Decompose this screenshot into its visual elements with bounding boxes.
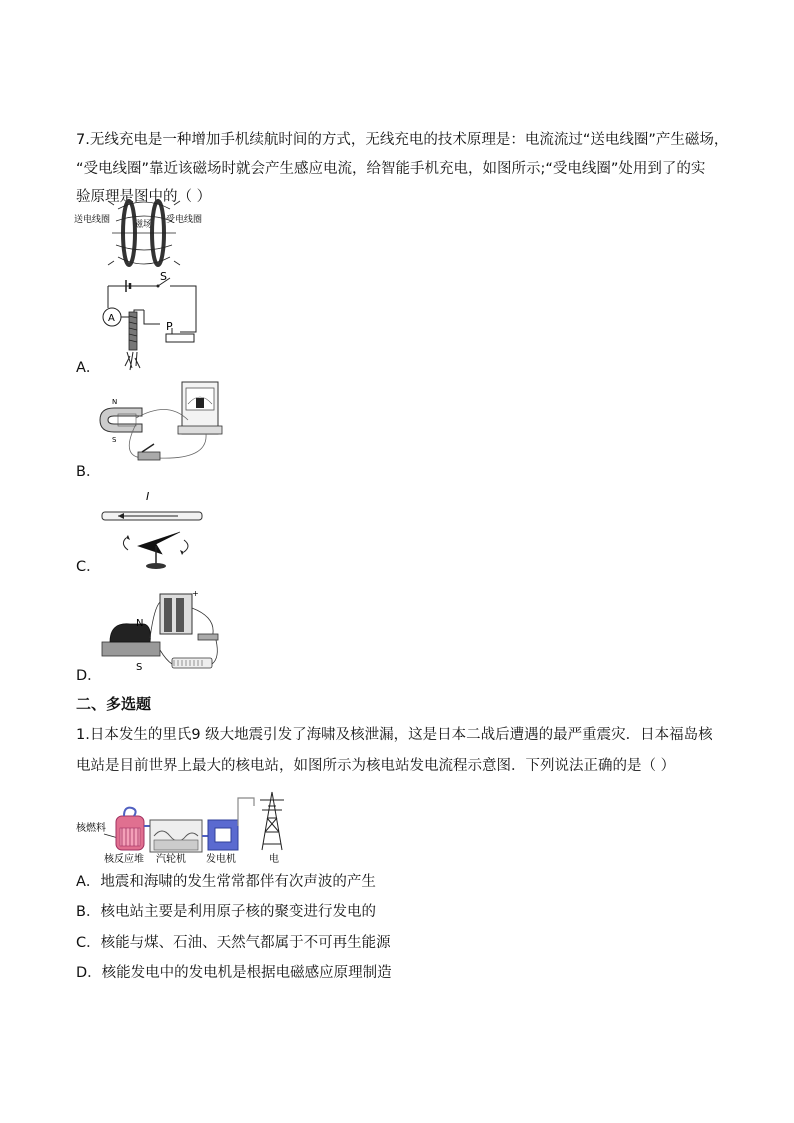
option-c-figure — [100, 488, 206, 574]
reactor-label: 核反应堆 — [104, 854, 144, 865]
ammeter-label: A — [108, 313, 115, 324]
switch-label: S — [160, 272, 167, 283]
q1-option-b[interactable] — [76, 902, 376, 922]
q1-option-c-text: 核能与煤、石油、天然气都属于不可再生能源 — [100, 935, 391, 951]
motor-south-label: S — [136, 662, 143, 673]
receive-coil-label: 受电线圈 — [166, 215, 203, 225]
question-7-line-3: 验原理是图中的（ ） — [76, 189, 212, 205]
question-1-line-1: 1.日本发生的里氏9 级大地震引发了海啸及核泄漏，这是日本二战后遭遇的最严重震灾．日本福岛核 — [76, 727, 713, 743]
q1-option-b-text: 核电站主要是利用原子核的聚变进行发电的 — [100, 904, 376, 920]
q1-option-c-label: C． — [76, 935, 101, 951]
battery-plus-label: + — [192, 589, 199, 598]
q1-option-d-label: D． — [76, 965, 102, 981]
question-7-line-2: “受电线圈”靠近该磁场时就会产生感应电流，给智能手机充电，如图所示;“受电线圈”处用到了的实 — [76, 161, 706, 177]
q7-option-b-label: B． — [76, 464, 101, 480]
q1-option-a[interactable] — [76, 872, 376, 892]
section-title: 二、多选题 — [76, 695, 152, 713]
option-a-figure — [100, 272, 200, 377]
q1-option-d[interactable] — [76, 963, 392, 983]
fuel-label: 核燃料 — [76, 823, 106, 834]
magnetic-field-label: 磁场 — [134, 220, 153, 230]
option-d-figure — [100, 588, 225, 680]
question-1-line-2: 电站是目前世界上最大的核电站，如图所示为核电站发电流程示意图．下列说法正确的是（ ） — [76, 758, 676, 774]
q1-option-d-text: 核能发电中的发电机是根据电磁感应原理制造 — [101, 965, 392, 981]
q7-option-d-label: D． — [76, 668, 102, 684]
motor-north-label: N — [136, 618, 144, 629]
q1-option-b-label: B． — [76, 904, 101, 920]
wireless-charging-figure — [74, 197, 214, 269]
send-coil-label: 送电线圈 — [74, 215, 111, 225]
nuclear-plant-figure — [76, 786, 296, 866]
q1-option-c[interactable] — [76, 933, 391, 953]
generator-label: 发电机 — [206, 854, 236, 865]
current-label: I — [146, 490, 150, 503]
q1-option-a-label: A． — [76, 874, 101, 890]
option-b-figure — [98, 380, 223, 472]
q7-option-c-label: C． — [76, 559, 101, 575]
question-7-line-1: 7.无线充电是一种增加手机续航时间的方式，无线充电的技术原理是：电流流过“送电线圈”产生磁场， — [76, 132, 729, 148]
q7-option-a-label: A． — [76, 360, 101, 376]
magnet-south-label: S — [112, 436, 117, 444]
magnet-north-label: N — [112, 398, 118, 406]
electricity-label: 电 — [269, 854, 279, 865]
q1-option-a-text: 地震和海啸的发生常常都伴有次声波的产生 — [100, 874, 376, 890]
slider-label: P — [166, 320, 173, 333]
turbine-label: 汽轮机 — [156, 854, 186, 865]
